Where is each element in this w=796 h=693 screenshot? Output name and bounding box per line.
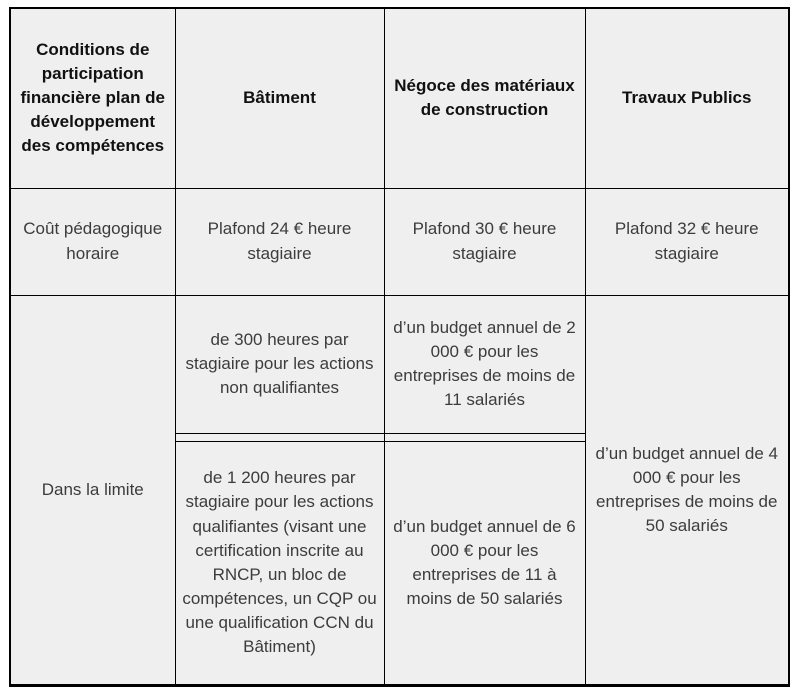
row-label-cout-pedagogique: Coût pédagogique horaire [10,188,175,295]
table-header-row [10,8,789,188]
header-batiment: Bâtiment [175,8,384,188]
spacer-cell-batiment [175,433,384,441]
cell-limite-batiment-qualifiantes: de 1 200 heures par stagiaire pour les actions qualifiantes (visant une certification inscrite au RNCP, un bloc de compétences, un CQP ou une qualification CCN du Bâtiment) [175,441,384,686]
spacer-cell-negoce [384,433,585,441]
header-conditions: Conditions de participation financière plan de développement des compétences [10,8,175,188]
cell-limite-travaux-moins-50: d’un budget annuel de 4 000 € pour les entreprises de moins de 50 salariés [585,295,789,686]
cell-limite-batiment-non-qualifiantes: de 300 heures par stagiaire pour les actions non qualifiantes [175,295,384,433]
header-travaux-publics: Travaux Publics [585,8,789,188]
cell-limite-negoce-moins-11: d’un budget annuel de 2 000 € pour les entreprises de moins de 11 salariés [384,295,585,433]
row-label-dans-la-limite: Dans la limite [10,295,175,686]
cell-limite-negoce-11-a-50: d’un budget annuel de 6 000 € pour les entreprises de 11 à moins de 50 salariés [384,441,585,686]
cell-cout-negoce: Plafond 30 € heure stagiaire [384,188,585,295]
header-negoce: Négoce des matériaux de construction [384,8,585,188]
row-limite-sub1 [10,295,789,433]
cell-cout-batiment: Plafond 24 € heure stagiaire [175,188,384,295]
row-cout-pedagogique [10,188,789,295]
conditions-table [9,7,790,687]
cell-cout-travaux: Plafond 32 € heure stagiaire [585,188,789,295]
